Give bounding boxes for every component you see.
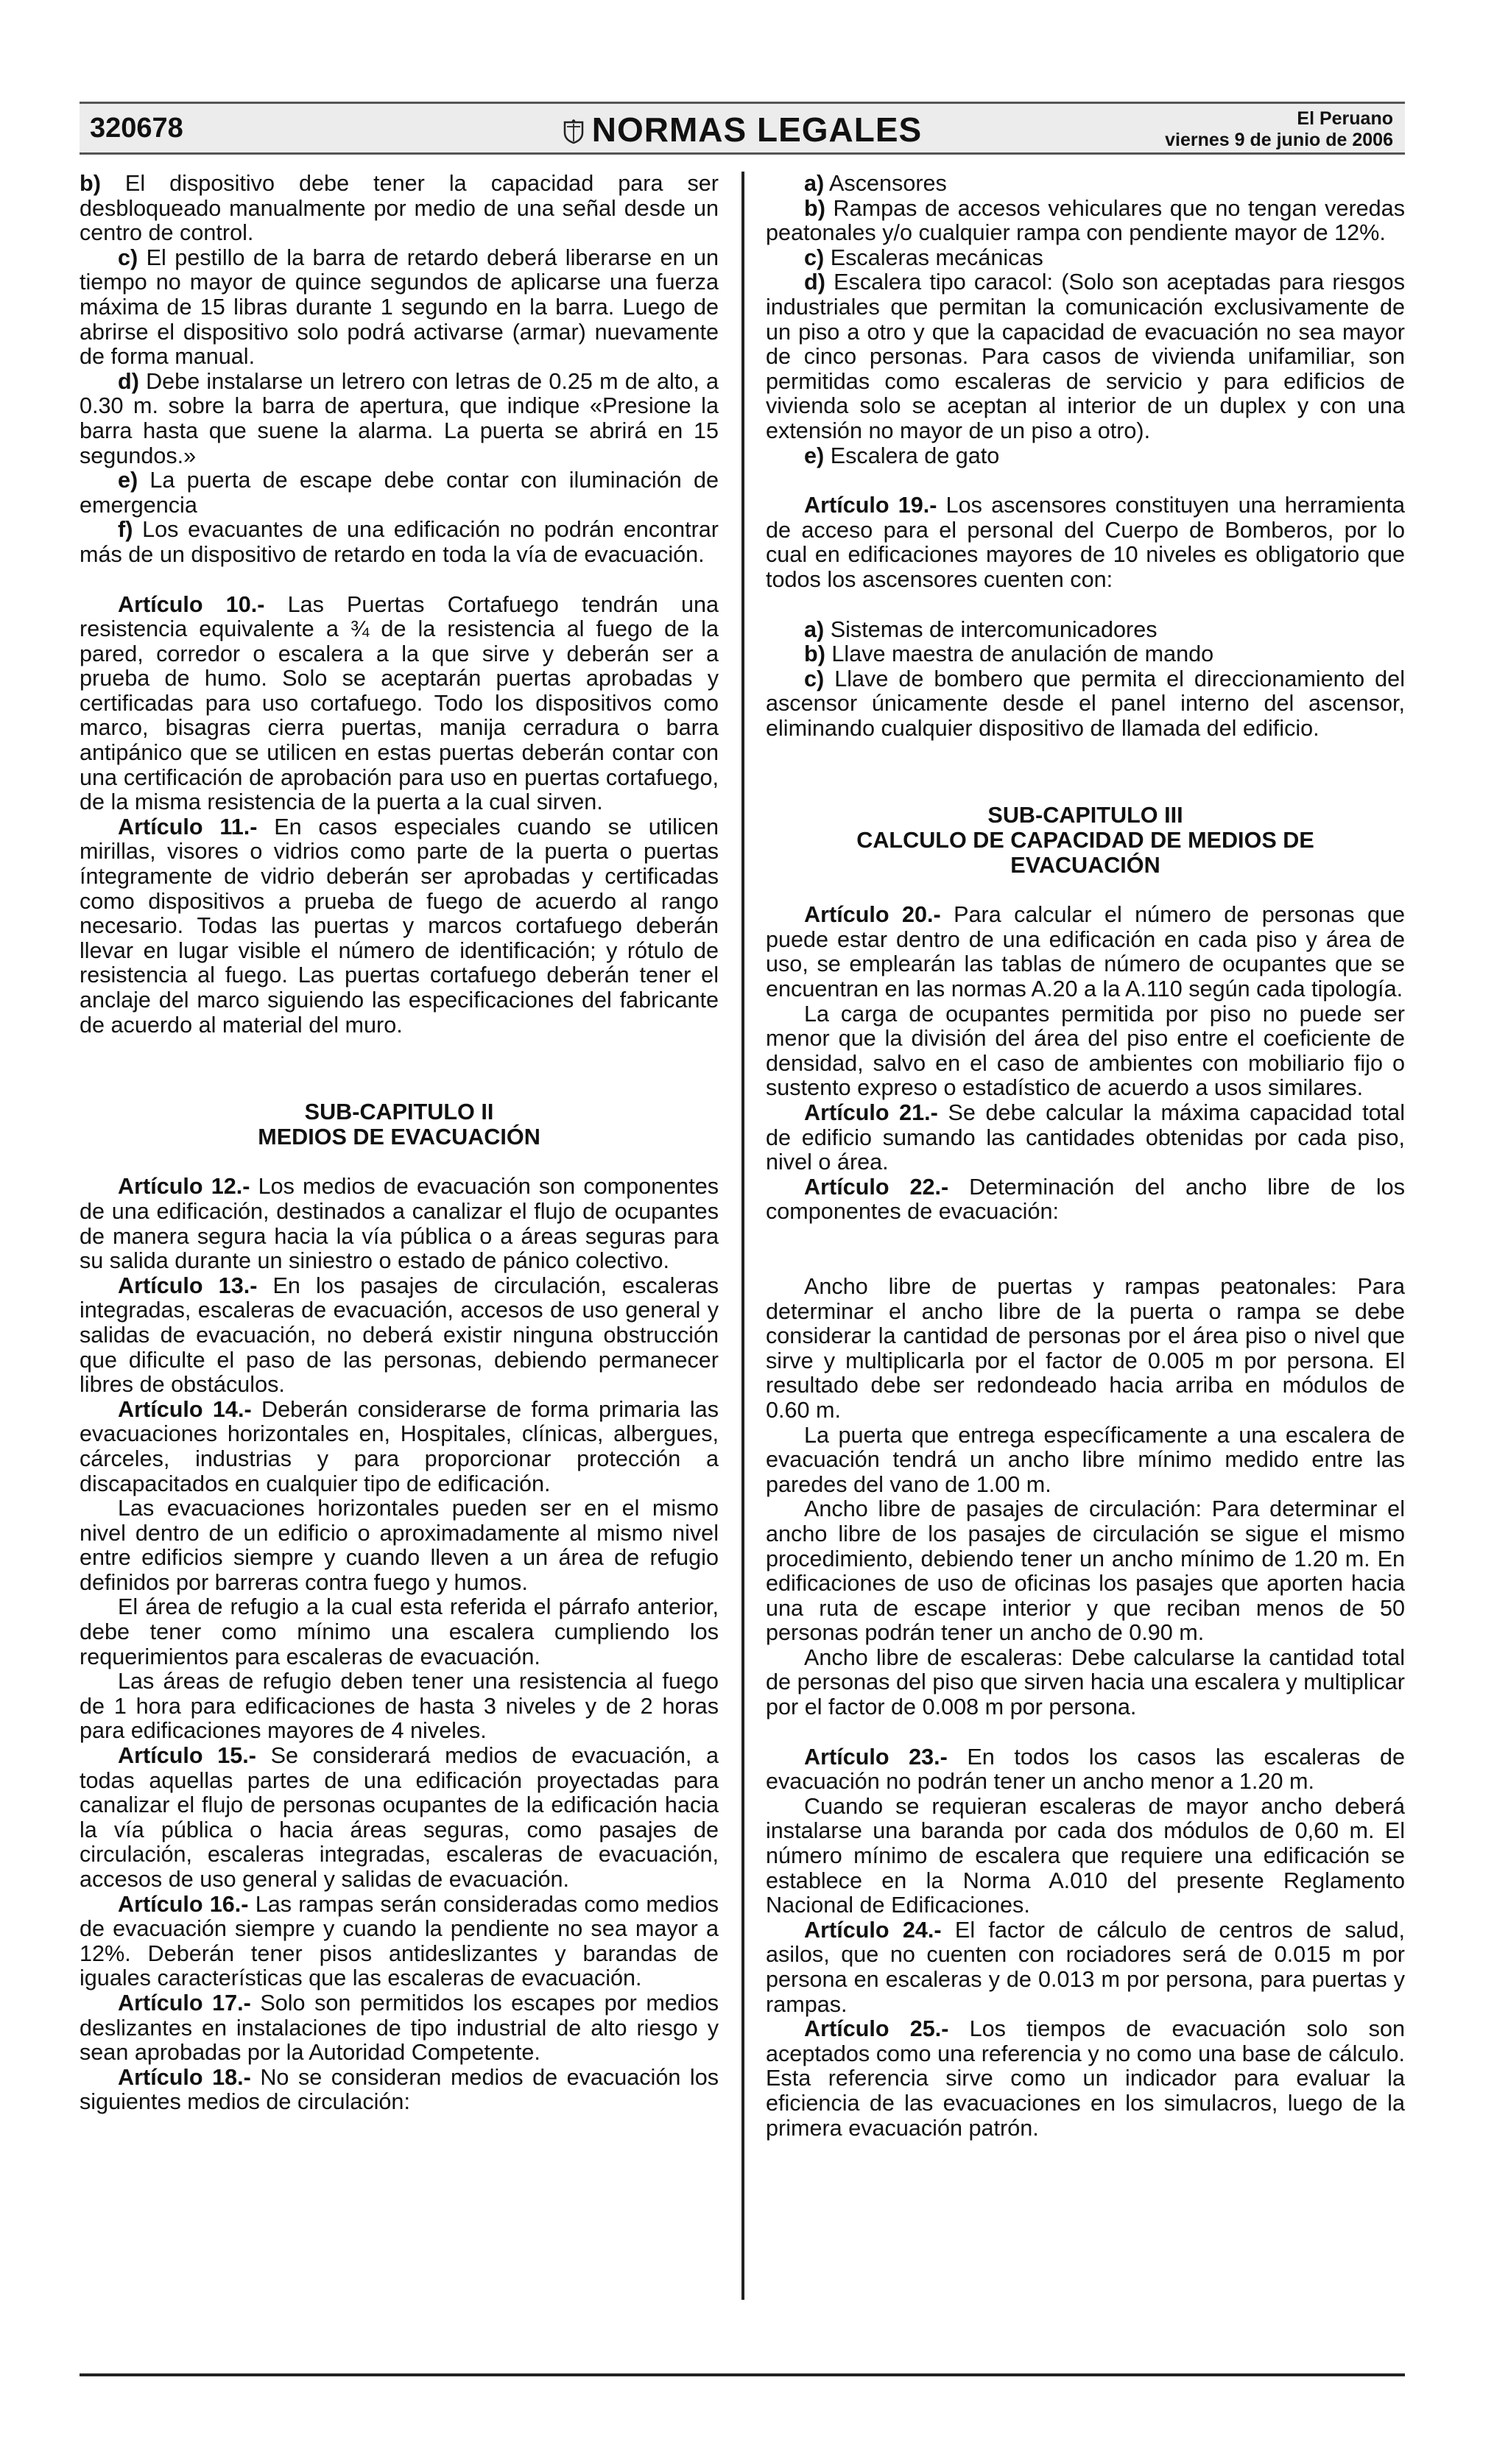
column-divider: [741, 172, 744, 2300]
article-16: Artículo 16.- Las rampas serán consideradas como medios de evacuación siempre y cuando la pendiente no sea mayor a 12%. Deberán tener pisos antideslizantes y barandas de iguales características que las escaleras de evacuación.: [80, 1891, 719, 1991]
paragraph: b) El dispositivo debe tener la capacidad para ser desbloqueado manualmente por medio de una señal desde un centro de control.: [80, 171, 719, 246]
paragraph: La puerta que entrega específicamente a una escalera de evacuación tendrá un ancho libre mínimo medido entre las paredes del vano de 1.00 m.: [766, 1422, 1405, 1497]
article-19: Artículo 19.- Los ascensores constituyen una herramienta de acceso para el personal del Cuerpo de Bomberos, por lo cual en edificaciones mayores de 10 niveles es obligatorio que todos los ascensores cuenten con:: [766, 493, 1406, 592]
text-columns: [80, 172, 1405, 2300]
page-number: 320678: [90, 113, 183, 144]
list-item: d) Escalera tipo caracol: (Solo son aceptadas para riesgos industriales que permitan la comunicación exclusivamente de un piso a otro y que la capacidad de evacuación no sea mayor de cinco personas. Para casos de vivienda unifamiliar, son permitidas como escaleras de servicio y para edificios de vivienda solo se aceptan al interior de un duplex y con una extensión no mayor de un piso a otro).: [766, 270, 1405, 443]
article-17: Artículo 17.- Solo son permitidos los escapes por medios deslizantes en instalaciones de tipo industrial de alto riesgo y sean aprobadas por la Autoridad Competente.: [80, 1990, 719, 2066]
subchapter-heading: SUB-CAPITULO II MEDIOS DE EVACUACIÓN: [258, 1099, 540, 1150]
left-column: [80, 172, 719, 2115]
paragraph: Ancho libre de pasajes de circulación: Para determinar el ancho libre de los pasajes de circulación se sigue el mismo procedimiento, debiendo tener un ancho mínimo de 1.20 m. En edificaciones de uso de oficinas los pasajes que aporten hacia una ruta de escape interior y que reciban menos de 50 personas podrán tener un ancho de 0.90 m.: [766, 1496, 1405, 1646]
paragraph: Las áreas de refugio deben tener una resistencia al fuego de 1 hora para edificaciones de hasta 3 niveles y de 2 horas para edificaciones mayores de 4 niveles.: [80, 1669, 719, 1744]
article-10: Artículo 10.- Las Puertas Cortafuego tendrán una resistencia equivalente a ¾ de la resistencia al fuego de la pared, corredor o escalera a la que sirve y deberán ser a prueba de humo. Solo se aceptarán puertas aprobadas y certificadas para uso cortafuego. Todo los dispositivos como marco, bisagras cierra puertas, manija cerradura o barra antipánico que se utilicen en estas puertas deberán contar con una certificación de aprobación para uso en puertas cortafuego, de la misma resistencia de la puerta a la cual sirven.: [80, 591, 719, 815]
page-header: [80, 102, 1405, 155]
publication-name: El Peruano: [1297, 108, 1393, 129]
article-22: Artículo 22.- Determinación del ancho libre de los componentes de evacuación:: [766, 1174, 1405, 1225]
article-13: Artículo 13.- En los pasajes de circulación, escaleras integradas, escaleras de evacuación, accesos de uso general y salidas de evacuación, no deberá existir ninguna obstrucción que dificulte el paso de las personas, debiendo permanecer libres de obstáculos.: [80, 1273, 719, 1398]
article-15: Artículo 15.- Se considerará medios de evacuación, a todas aquellas partes de una edificación proyectadas para canalizar el flujo de personas ocupantes de la edificación hacia la vía pública o hacia áreas seguras, como pasajes de circulación, escaleras integradas, escaleras de evacuación, accesos de uso general y salidas de evacuación.: [80, 1743, 719, 1892]
paragraph: Ancho libre de puertas y rampas peatonales: Para determinar el ancho libre de la puerta o rampa se debe considerar la cantidad de personas por el área piso o nivel que sirve y multiplicarla por el factor de 0.005 m por persona. El resultado debe ser redondeado hacia arriba en módulos de 0.60 m.: [766, 1273, 1405, 1423]
section-title-text: NORMAS LEGALES: [591, 110, 923, 149]
list-item: a) Sistemas de intercomunicadores: [804, 616, 1158, 642]
subchapter-heading: SUB-CAPITULO III CALCULO DE CAPACIDAD DE MEDIOS DE EVACUACIÓN: [856, 803, 1314, 878]
article-21: Artículo 21.- Se debe calcular la máxima capacidad total de edificio sumando las cantidades obtenidas por cada piso, nivel o área.: [766, 1100, 1405, 1175]
article-12: Artículo 12.- Los medios de evacuación son componentes de una edificación, destinados a canalizar el flujo de ocupantes de manera segura hacia la vía pública o a áreas seguras para su salida durante un siniestro o estado de pánico colectivo.: [80, 1174, 719, 1274]
right-column: [766, 172, 1405, 2141]
paragraph: f) Los evacuantes de una edificación no podrán encontrar más de un dispositivo de retardo en toda la vía de evacuación.: [80, 517, 719, 567]
list-item: b) Rampas de accesos vehiculares que no tengan veredas peatonales y/o cualquier rampa con pendiente mayor de 12%.: [766, 195, 1405, 246]
paragraph: Ancho libre de escaleras: Debe calcularse la cantidad total de personas del piso que sirven hacia una escalera y multiplicar por el factor de 0.008 m por persona.: [766, 1644, 1405, 1720]
paragraph: Cuando se requieran escaleras de mayor ancho deberá instalarse una baranda por cada dos módulos de 0,60 m. El número mínimo de escalera que requiere una edificación se establece en la Norma A.010 del presente Reglamento Nacional de Edificaciones.: [766, 1793, 1405, 1918]
article-24: Artículo 24.- El factor de cálculo de centros de salud, asilos, que no cuenten con rociadores será de 0.015 m por persona en escaleras y de 0.013 m por persona, para puertas y rampas.: [766, 1917, 1405, 2017]
article-23: Artículo 23.- En todos los casos las escaleras de evacuación no podrán tener un ancho menor a 1.20 m.: [766, 1744, 1405, 1795]
list-item: e) Escalera de gato: [804, 443, 1000, 468]
paragraph: e) La puerta de escape debe contar con iluminación de emergencia: [80, 468, 719, 518]
article-14: Artículo 14.- Deberán considerarse de forma primaria las evacuaciones horizontales en, Hospitales, clínicas, albergues, cárceles, industrias y para proporcionar protección a discapacitados en cualquier tipo de edificación.: [80, 1396, 719, 1496]
newspaper-page: [80, 102, 1406, 2141]
article-18: Artículo 18.- No se consideran medios de evacuación los siguientes medios de circulación:: [80, 2064, 719, 2115]
list-item: c) Escaleras mecánicas: [804, 244, 1043, 270]
paragraph: c) El pestillo de la barra de retardo deberá liberarse en un tiempo no mayor de quince segundos de aplicarse una fuerza máxima de 15 libras durante 1 segundo en la barra. Luego de abrirse el dispositivo solo podrá activarse (armar) nuevamente de forma manual.: [80, 244, 719, 370]
paragraph: El área de refugio a la cual esta referida el párrafo anterior, debe tener como mínimo una escalera cumpliendo los requerimientos para escaleras de evacuación.: [80, 1594, 719, 1669]
article-25: Artículo 25.- Los tiempos de evacuación solo son aceptados como una referencia y no como una base de cálculo. Esta referencia sirve como un indicador para evaluar la eficiencia de las evacuaciones en los simulacros, luego de la primera evacuación patrón.: [766, 2016, 1405, 2141]
article-20: Artículo 20.- Para calcular el número de personas que puede estar dentro de una edificación en cada piso y área de uso, se emplearán las tablas de número de ocupantes que se encuentran en las normas A.20 a la A.110 según cada tipología.: [766, 902, 1405, 1002]
paragraph: d) Debe instalarse un letrero con letras de 0.25 m de alto, a 0.30 m. sobre la barra de apertura, que indique «Presione la barra hasta que suene la alarma. La puerta se abrirá en 15 segundos.»: [80, 368, 719, 468]
publication-info: [1165, 108, 1393, 151]
coat-of-arms-icon: [563, 119, 585, 144]
list-item: c) Llave de bombero que permita el direccionamiento del ascensor únicamente desde el panel interno del ascensor, eliminando cualquier dispositivo de llamada del edificio.: [766, 666, 1405, 741]
bottom-rule: [80, 2373, 1405, 2376]
paragraph: La carga de ocupantes permitida por piso no puede ser menor que la división del área del piso entre el coeficiente de densidad, salvo en el caso de ambientes con mobiliario fijo o sustento expreso o estadístico de acuerdo a usos similares.: [766, 1001, 1405, 1101]
paragraph: Las evacuaciones horizontales pueden ser en el mismo nivel dentro de un edificio o aproximadamente al mismo nivel entre edificios siempre y cuando lleven a un área de refugio definidos por barreras contra fuego y humos.: [80, 1496, 719, 1595]
list-item: a) Ascensores: [804, 171, 947, 196]
list-item: b) Llave maestra de anulación de mando: [804, 641, 1214, 667]
article-11: Artículo 11.- En casos especiales cuando se utilicen mirillas, visores o vidrios como parte de la puerta o puertas íntegramente de vidrio deberán ser aprobadas y certificadas como dispositivos a prueba de fuego de acuerdo al rango necesario. Todas las puertas y marcos cortafuego deberán llevar en lugar visible el número de identificación; y rótulo de resistencia al fuego. Las puertas cortafuego deberán tener el anclaje del marco siguiendo las especificaciones del fabricante de acuerdo al material del muro.: [80, 814, 719, 1038]
publication-date: viernes 9 de junio de 2006: [1165, 130, 1393, 150]
